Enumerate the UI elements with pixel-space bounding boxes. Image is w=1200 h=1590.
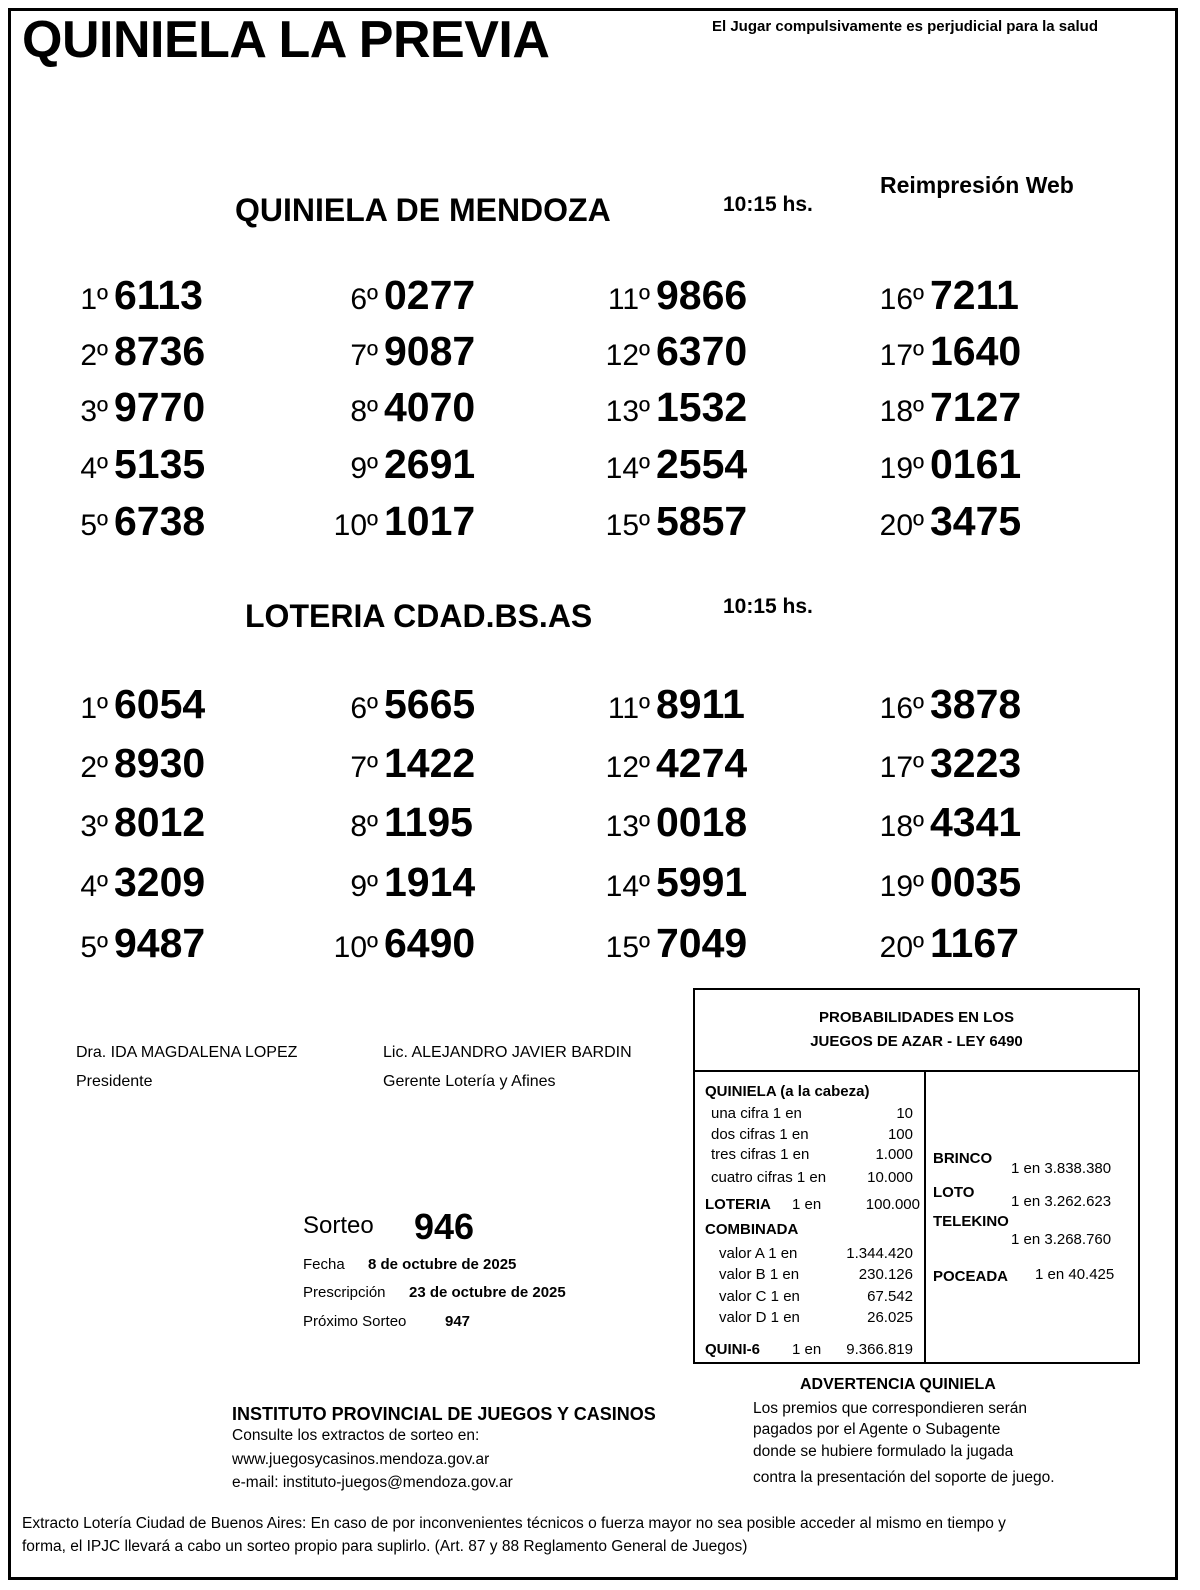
result-position: 4º xyxy=(80,452,108,485)
result-number: 3475 xyxy=(930,498,1022,544)
result-entry xyxy=(318,920,475,967)
result-number: 7127 xyxy=(930,384,1022,430)
result-entry xyxy=(318,799,473,846)
result-entry xyxy=(48,384,205,431)
result-number: 0035 xyxy=(930,859,1022,905)
combinada-row-label: valor D 1 en xyxy=(719,1309,800,1326)
result-entry xyxy=(590,384,747,431)
loteria-time: 10:15 hs. xyxy=(723,595,813,618)
combinada-row-label: valor B 1 en xyxy=(719,1266,800,1283)
probabilities-box xyxy=(693,988,1140,1364)
result-position: 14º xyxy=(605,452,650,485)
result-position: 7º xyxy=(350,751,378,784)
result-number: 8911 xyxy=(656,681,745,727)
result-position: 15º xyxy=(605,509,650,542)
result-position: 9º xyxy=(350,452,378,485)
result-entry xyxy=(590,498,747,545)
mendoza-time: 10:15 hs. xyxy=(723,193,813,216)
result-entry xyxy=(864,328,1021,375)
result-number: 6738 xyxy=(114,498,206,544)
result-position: 15º xyxy=(605,931,650,964)
combinada-row-value: 230.126 xyxy=(858,1266,913,1283)
result-number: 1195 xyxy=(384,799,473,845)
result-number: 8736 xyxy=(114,328,206,374)
result-position: 9º xyxy=(350,870,378,903)
result-position: 20º xyxy=(879,931,924,964)
result-position: 11º xyxy=(607,283,650,316)
result-position: 19º xyxy=(879,870,924,903)
result-position: 13º xyxy=(605,395,650,428)
quiniela-row-value: 10.000 xyxy=(867,1169,913,1186)
result-entry xyxy=(318,384,475,431)
proximo-label: Próximo Sorteo xyxy=(303,1313,407,1330)
result-position: 2º xyxy=(80,751,108,784)
quini6-label: QUINI-6 xyxy=(705,1341,761,1358)
result-number: 1167 xyxy=(930,920,1019,966)
result-number: 4070 xyxy=(384,384,476,430)
result-position: 17º xyxy=(879,339,924,372)
institute-name: INSTITUTO PROVINCIAL DE JUEGOS Y CASINOS xyxy=(232,1404,656,1424)
poceada-value: 1 en 40.425 xyxy=(1035,1266,1115,1283)
result-number: 9770 xyxy=(114,384,206,430)
result-number: 0161 xyxy=(930,441,1022,487)
signature-name-president: Dra. IDA MAGDALENA LOPEZ xyxy=(76,1044,298,1061)
result-position: 16º xyxy=(879,692,924,725)
result-number: 6054 xyxy=(114,681,206,727)
quiniela-row-label: dos cifras 1 en xyxy=(711,1126,809,1143)
result-entry xyxy=(590,328,747,375)
quini6-en: 1 en xyxy=(792,1341,822,1358)
reprint-label: Reimpresión Web xyxy=(880,172,1074,198)
result-number: 6370 xyxy=(656,328,748,374)
signature-role-manager: Gerente Lotería y Afines xyxy=(383,1073,556,1090)
result-entry xyxy=(48,681,205,728)
result-position: 3º xyxy=(80,810,108,843)
quiniela-row-label: cuatro cifras 1 en xyxy=(711,1169,827,1186)
result-entry xyxy=(590,441,747,488)
result-number: 8012 xyxy=(114,799,206,845)
poceada-label: POCEADA xyxy=(933,1268,1009,1285)
institute-consult: Consulte los extractos de sorteo en: xyxy=(232,1427,480,1444)
page-title: QUINIELA LA PREVIA xyxy=(22,11,550,69)
result-entry xyxy=(590,681,745,728)
result-number: 5991 xyxy=(656,859,748,905)
fecha-label: Fecha xyxy=(303,1256,345,1273)
result-entry xyxy=(48,441,205,488)
advertencia-line: Los premios que correspondieren serán xyxy=(753,1400,1027,1417)
result-entry xyxy=(590,859,747,906)
result-position: 3º xyxy=(80,395,108,428)
institute-website: www.juegosycasinos.mendoza.gov.ar xyxy=(232,1451,490,1468)
result-entry xyxy=(48,328,205,375)
quiniela-row-value: 100 xyxy=(887,1126,913,1143)
result-position: 5º xyxy=(80,509,108,542)
advertencia-title: ADVERTENCIA QUINIELA xyxy=(800,1376,996,1393)
telekino-value: 1 en 3.268.760 xyxy=(1011,1231,1112,1248)
result-number: 0277 xyxy=(384,272,476,318)
result-entry xyxy=(864,272,1019,319)
result-entry xyxy=(318,328,475,375)
result-number: 7049 xyxy=(656,920,748,966)
footer-note-line1: Extracto Lotería Ciudad de Buenos Aires: En caso de por inconvenientes técnicos o fuerza mayor no sea posible acceder al mismo en tiempo y xyxy=(22,1515,1006,1532)
result-number: 4341 xyxy=(930,799,1022,845)
combinada-row-value: 1.344.420 xyxy=(846,1245,913,1262)
proximo-value: 947 xyxy=(445,1313,471,1330)
signature-name-manager: Lic. ALEJANDRO JAVIER BARDIN xyxy=(383,1044,632,1061)
result-position: 10º xyxy=(333,509,378,542)
result-number: 8930 xyxy=(114,740,206,786)
result-entry xyxy=(590,740,747,787)
footer-note-line2: forma, el IPJC llevará a cabo un sorteo propio para suplirlo. (Art. 87 y 88 Reglamento General de Juegos) xyxy=(22,1538,748,1555)
result-entry xyxy=(864,740,1021,787)
result-entry xyxy=(48,498,205,545)
advertencia-line: donde se hubiere formulado la jugada xyxy=(753,1443,1014,1460)
signature-role-president: Presidente xyxy=(76,1073,153,1090)
probabilities-divider xyxy=(924,1072,926,1364)
result-position: 7º xyxy=(350,339,378,372)
sorteo-number: 946 xyxy=(414,1206,475,1247)
brinco-label: BRINCO xyxy=(933,1150,993,1167)
combinada-row-label: valor C 1 en xyxy=(719,1288,800,1305)
result-number: 1640 xyxy=(930,328,1022,374)
sorteo-label: Sorteo xyxy=(303,1212,374,1239)
prescripcion-label: Prescripción xyxy=(303,1284,386,1301)
quini6-value: 9.366.819 xyxy=(846,1341,913,1358)
result-number: 7211 xyxy=(930,272,1019,318)
health-warning: El Jugar compulsivamente es perjudicial para la salud xyxy=(712,18,1098,35)
result-entry xyxy=(318,498,475,545)
result-entry xyxy=(318,859,475,906)
result-entry xyxy=(590,920,747,967)
combinada-label: COMBINADA xyxy=(705,1221,799,1238)
result-entry xyxy=(318,740,475,787)
result-entry xyxy=(48,272,203,319)
combinada-row-value: 26.025 xyxy=(867,1309,913,1326)
prescripcion-value: 23 de octubre de 2025 xyxy=(409,1284,566,1301)
loteria-prob-en: 1 en xyxy=(792,1196,822,1213)
result-entry xyxy=(48,740,205,787)
result-number: 1532 xyxy=(656,384,748,430)
result-entry xyxy=(318,272,475,319)
result-number: 5857 xyxy=(656,498,748,544)
quiniela-row-value: 10 xyxy=(896,1105,913,1122)
quiniela-row-label: tres cifras 1 en xyxy=(711,1146,810,1163)
result-entry xyxy=(864,498,1021,545)
result-position: 12º xyxy=(605,751,650,784)
result-position: 5º xyxy=(80,931,108,964)
result-number: 4274 xyxy=(656,740,748,786)
advertencia-line: pagados por el Agente o Subagente xyxy=(753,1421,1001,1438)
result-entry xyxy=(48,920,205,967)
result-position: 14º xyxy=(605,870,650,903)
result-entry xyxy=(864,859,1021,906)
result-number: 9087 xyxy=(384,328,476,374)
result-number: 2554 xyxy=(656,441,748,487)
result-entry xyxy=(318,441,475,488)
probabilities-title-line2: JUEGOS DE AZAR - LEY 6490 xyxy=(810,1033,1023,1050)
result-entry xyxy=(864,920,1019,967)
combinada-row-value: 67.542 xyxy=(867,1288,913,1305)
result-position: 18º xyxy=(879,395,924,428)
result-position: 8º xyxy=(350,810,378,843)
result-position: 1º xyxy=(80,283,108,316)
result-position: 11º xyxy=(607,692,650,725)
result-entry xyxy=(864,799,1021,846)
fecha-value: 8 de octubre de 2025 xyxy=(368,1256,517,1273)
result-position: 17º xyxy=(879,751,924,784)
result-number: 1914 xyxy=(384,859,476,905)
result-position: 16º xyxy=(879,283,924,316)
result-number: 0018 xyxy=(656,799,748,845)
loteria-title: LOTERIA CDAD.BS.AS xyxy=(245,598,593,634)
result-number: 5135 xyxy=(114,441,206,487)
result-entry xyxy=(864,681,1021,728)
brinco-value: 1 en 3.838.380 xyxy=(1011,1160,1112,1177)
result-number: 5665 xyxy=(384,681,476,727)
institute-email: e-mail: instituto-juegos@mendoza.gov.ar xyxy=(232,1474,513,1491)
result-number: 6113 xyxy=(114,272,203,318)
result-number: 3209 xyxy=(114,859,206,905)
result-number: 9487 xyxy=(114,920,206,966)
result-position: 1º xyxy=(80,692,108,725)
result-position: 18º xyxy=(879,810,924,843)
loteria-prob-label: LOTERIA xyxy=(705,1196,771,1213)
result-position: 6º xyxy=(350,283,378,316)
result-position: 13º xyxy=(605,810,650,843)
combinada-row-label: valor A 1 en xyxy=(719,1245,798,1262)
mendoza-title: QUINIELA DE MENDOZA xyxy=(235,192,611,228)
quiniela-prob-label: QUINIELA (a la cabeza) xyxy=(705,1083,870,1100)
result-entry xyxy=(864,441,1021,488)
result-position: 8º xyxy=(350,395,378,428)
advertencia-line: contra la presentación del soporte de juego. xyxy=(753,1469,1055,1486)
result-number: 2691 xyxy=(384,441,476,487)
loto-value: 1 en 3.262.623 xyxy=(1011,1193,1112,1210)
result-number: 3223 xyxy=(930,740,1022,786)
result-entry xyxy=(590,272,747,319)
result-position: 6º xyxy=(350,692,378,725)
result-number: 6490 xyxy=(384,920,476,966)
result-entry xyxy=(864,384,1021,431)
result-number: 1017 xyxy=(384,498,476,544)
quiniela-row-value: 1.000 xyxy=(875,1146,913,1163)
result-position: 10º xyxy=(333,931,378,964)
result-entry xyxy=(48,799,205,846)
probabilities-title-line1: PROBABILIDADES EN LOS xyxy=(818,1009,1014,1026)
loteria-prob-value: 100.000 xyxy=(865,1196,920,1213)
result-entry xyxy=(48,859,205,906)
result-position: 4º xyxy=(80,870,108,903)
result-entry xyxy=(318,681,475,728)
result-number: 1422 xyxy=(384,740,476,786)
result-entry xyxy=(590,799,747,846)
telekino-label: TELEKINO xyxy=(933,1213,1009,1230)
quiniela-row-label: una cifra 1 en xyxy=(711,1105,802,1122)
loto-label: LOTO xyxy=(933,1184,975,1201)
result-position: 19º xyxy=(879,452,924,485)
probabilities-header xyxy=(695,990,1138,1072)
result-position: 20º xyxy=(879,509,924,542)
result-position: 12º xyxy=(605,339,650,372)
result-number: 9866 xyxy=(656,272,748,318)
result-number: 3878 xyxy=(930,681,1022,727)
result-position: 2º xyxy=(80,339,108,372)
